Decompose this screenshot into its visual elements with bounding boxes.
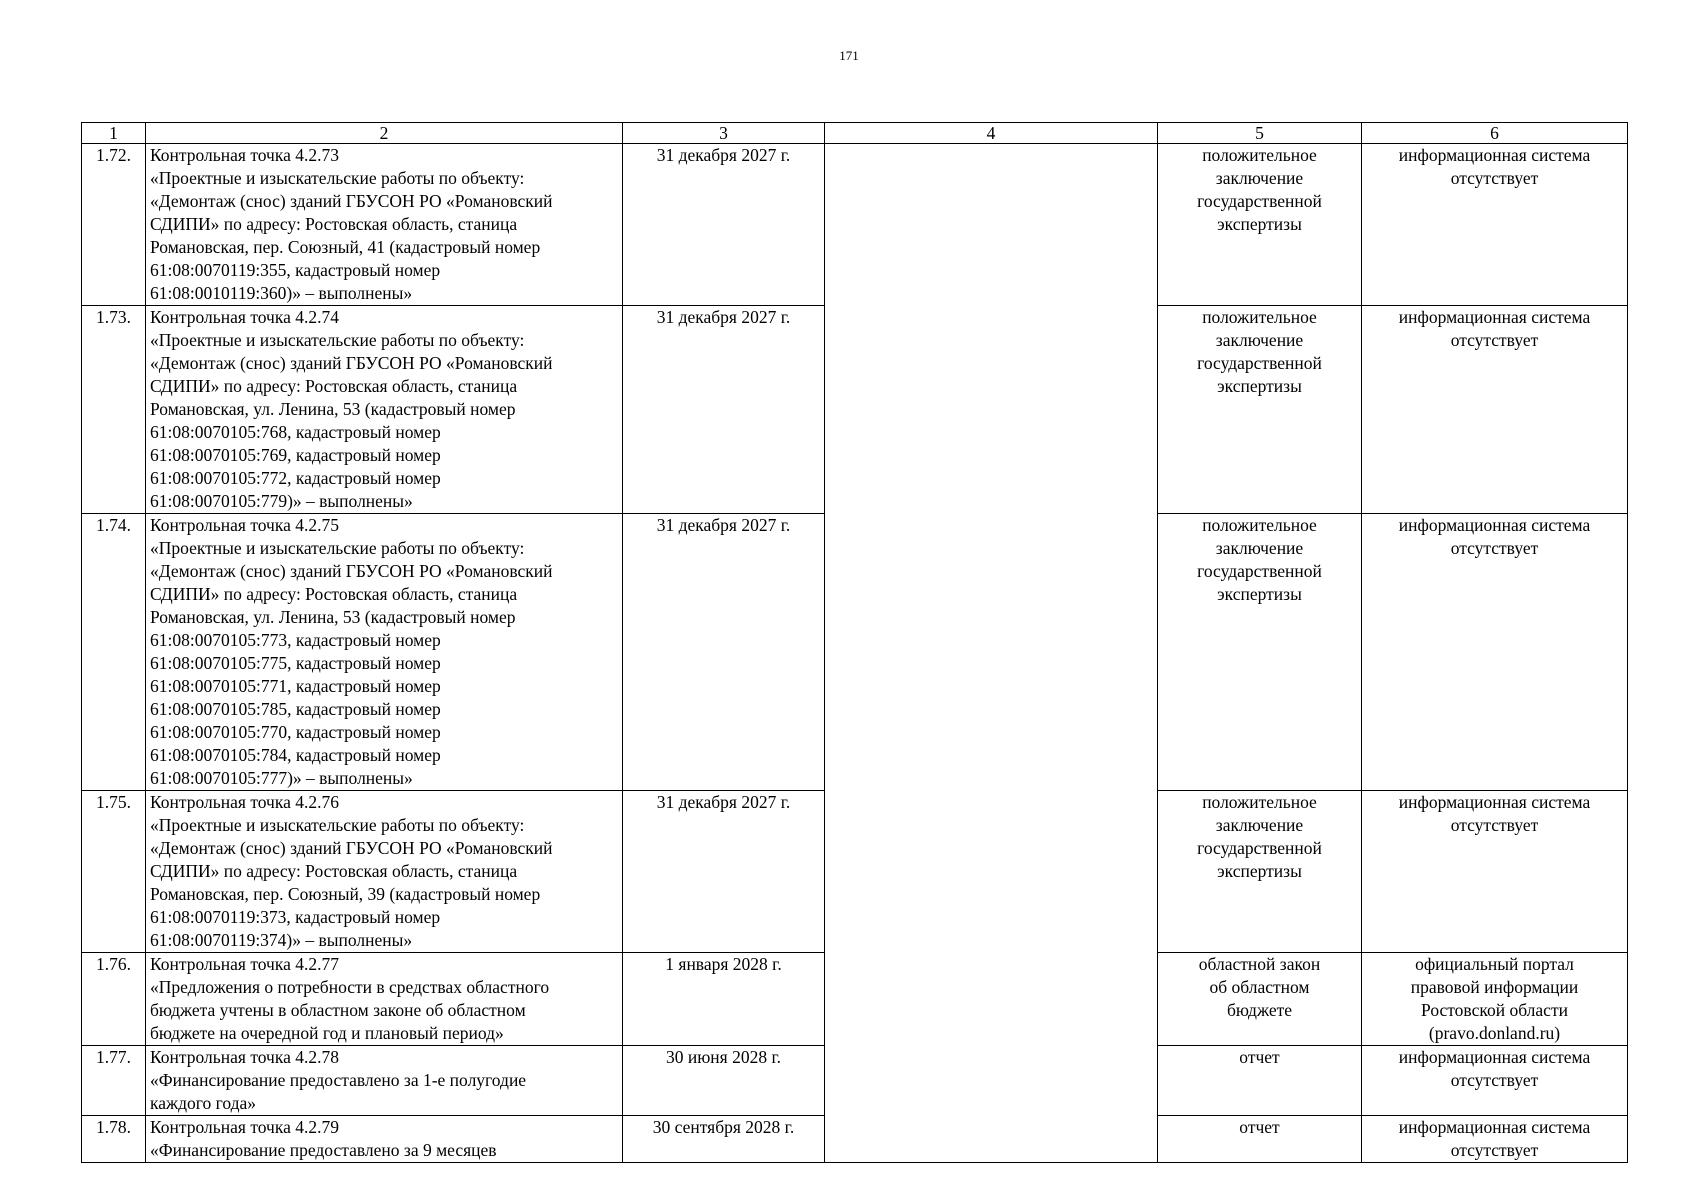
description-line: «Финансирование предоставлено за 9 месяцев (150, 1140, 497, 1160)
control-point-description (146, 144, 623, 306)
description-line: Контрольная точка 4.2.76 (150, 792, 339, 812)
description-line: «Демонтаж (снос) зданий ГБУСОН РО «Романовский (150, 561, 553, 581)
row-number: 1.74. (82, 514, 146, 791)
document-line: заключение (1215, 168, 1304, 188)
description-line: 61:08:0070105:775, кадастровый номер (150, 653, 441, 673)
document-type (1158, 953, 1362, 1046)
header-row (82, 123, 1628, 144)
description-line: Романовская, ул. Ленина, 53 (кадастровый номер (150, 607, 516, 627)
information-system (1362, 1116, 1628, 1163)
description-line: 61:08:0070119:373, кадастровый номер (150, 907, 441, 927)
system-line: (pravo.donland.ru) (1428, 1023, 1561, 1043)
document-line: экспертизы (1217, 376, 1302, 396)
control-point-description (146, 306, 623, 514)
row-number: 1.73. (82, 306, 146, 514)
system-line: отсутствует (1450, 1070, 1539, 1090)
system-line: официальный портал (1415, 954, 1574, 974)
description-line: Контрольная точка 4.2.74 (150, 307, 339, 327)
description-line: «Демонтаж (снос) зданий ГБУСОН РО «Романовский (150, 353, 553, 373)
system-line: Ростовской области (1421, 1000, 1568, 1020)
description-line: СДИПИ» по адресу: Ростовская область, станица (150, 584, 518, 604)
description-line: 61:08:0070105:770, кадастровый номер (150, 722, 441, 742)
row-number: 1.75. (82, 791, 146, 953)
description-line: Контрольная точка 4.2.77 (150, 954, 339, 974)
description-line: Контрольная точка 4.2.75 (150, 515, 339, 535)
row-number: 1.72. (82, 144, 146, 306)
description-line: Контрольная точка 4.2.78 (150, 1047, 339, 1067)
control-point-description (146, 514, 623, 791)
description-line: 61:08:0070105:777)» – выполнены» (150, 768, 413, 788)
control-point-description (146, 791, 623, 953)
description-line: Контрольная точка 4.2.79 (150, 1117, 339, 1137)
system-line: отсутствует (1450, 330, 1539, 350)
description-line: бюджета учтены в областном законе об областном (150, 1000, 526, 1020)
merged-empty-column (825, 144, 1158, 1163)
description-line: 61:08:0070105:784, кадастровый номер (150, 745, 441, 765)
system-line: отсутствует (1450, 815, 1539, 835)
document-line: экспертизы (1217, 214, 1302, 234)
description-line: 61:08:0070119:374)» – выполнены» (150, 930, 413, 950)
row-number: 1.77. (82, 1046, 146, 1116)
information-system (1362, 1046, 1628, 1116)
description-line: «Проектные и изыскательские работы по объекту: (150, 538, 525, 558)
system-line: отсутствует (1450, 1140, 1539, 1160)
document-line: государственной (1197, 838, 1322, 858)
system-line: отсутствует (1450, 168, 1539, 188)
system-line: отсутствует (1450, 538, 1539, 558)
information-system (1362, 306, 1628, 514)
description-line: «Проектные и изыскательские работы по объекту: (150, 330, 525, 350)
description-line: Контрольная точка 4.2.73 (150, 145, 339, 165)
document-line: государственной (1197, 191, 1322, 211)
document-line: экспертизы (1217, 861, 1302, 881)
deadline-date: 30 июня 2028 г. (623, 1046, 825, 1116)
description-line: Романовская, ул. Ленина, 53 (кадастровый номер (150, 399, 516, 419)
description-line: 61:08:0070105:772, кадастровый номер (150, 468, 441, 488)
description-line: каждого года» (150, 1093, 257, 1113)
control-point-description (146, 1046, 623, 1116)
col-header-4: 4 (825, 123, 1158, 144)
description-line: 61:08:0070105:768, кадастровый номер (150, 422, 441, 442)
document-type (1158, 1116, 1362, 1163)
row-number: 1.78. (82, 1116, 146, 1163)
document-type (1158, 1046, 1362, 1116)
document-line: отчет (1239, 1047, 1280, 1067)
description-line: Романовская, пер. Союзный, 39 (кадастровый номер (150, 884, 541, 904)
col-header-2: 2 (146, 123, 623, 144)
deadline-date: 30 сентября 2028 г. (623, 1116, 825, 1163)
table-row (82, 144, 1628, 306)
col-header-5: 5 (1158, 123, 1362, 144)
deadline-date: 31 декабря 2027 г. (623, 144, 825, 306)
description-line: «Демонтаж (снос) зданий ГБУСОН РО «Романовский (150, 838, 553, 858)
information-system (1362, 791, 1628, 953)
description-line: 61:08:0070105:785, кадастровый номер (150, 699, 441, 719)
deadline-date: 31 декабря 2027 г. (623, 514, 825, 791)
description-line: 61:08:0070119:355, кадастровый номер (150, 260, 441, 280)
description-line: 61:08:0070105:779)» – выполнены» (150, 491, 413, 511)
deadline-date: 1 января 2028 г. (623, 953, 825, 1046)
description-line: «Демонтаж (снос) зданий ГБУСОН РО «Романовский (150, 191, 553, 211)
document-line: государственной (1197, 353, 1322, 373)
deadline-date: 31 декабря 2027 г. (623, 791, 825, 953)
document-line: об областном (1209, 977, 1310, 997)
system-line: информационная система (1398, 515, 1591, 535)
document-line: положительное (1202, 792, 1317, 812)
description-line: «Проектные и изыскательские работы по объекту: (150, 168, 525, 188)
information-system (1362, 953, 1628, 1046)
description-line: СДИПИ» по адресу: Ростовская область, станица (150, 214, 518, 234)
description-line: СДИПИ» по адресу: Ростовская область, станица (150, 376, 518, 396)
description-line: СДИПИ» по адресу: Ростовская область, станица (150, 861, 518, 881)
col-header-1: 1 (82, 123, 146, 144)
col-header-3: 3 (623, 123, 825, 144)
description-line: 61:08:0070105:771, кадастровый номер (150, 676, 441, 696)
system-line: информационная система (1398, 1117, 1591, 1137)
information-system (1362, 144, 1628, 306)
document-line: заключение (1215, 815, 1304, 835)
page-number: 171 (839, 48, 859, 63)
document-type (1158, 144, 1362, 306)
document-line: заключение (1215, 538, 1304, 558)
control-points-table (81, 122, 1628, 1163)
description-line: «Финансирование предоставлено за 1-е полугодие (150, 1070, 527, 1090)
row-number: 1.76. (82, 953, 146, 1046)
document-line: государственной (1197, 561, 1322, 581)
document-line: областной закон (1198, 954, 1321, 974)
control-point-description (146, 953, 623, 1046)
col-header-6: 6 (1362, 123, 1628, 144)
system-line: информационная система (1398, 145, 1591, 165)
description-line: бюджете на очередной год и плановый период» (150, 1023, 504, 1043)
document-type (1158, 791, 1362, 953)
document-line: положительное (1202, 145, 1317, 165)
document-line: положительное (1202, 515, 1317, 535)
document-line: экспертизы (1217, 584, 1302, 604)
document-line: бюджете (1226, 1000, 1293, 1020)
description-line: 61:08:0070105:773, кадастровый номер (150, 630, 441, 650)
system-line: информационная система (1398, 792, 1591, 812)
system-line: правовой информации (1410, 977, 1579, 997)
document-line: отчет (1239, 1117, 1280, 1137)
information-system (1362, 514, 1628, 791)
document-type (1158, 514, 1362, 791)
system-line: информационная система (1398, 307, 1591, 327)
deadline-date: 31 декабря 2027 г. (623, 306, 825, 514)
document-line: заключение (1215, 330, 1304, 350)
control-point-description (146, 1116, 623, 1163)
document-type (1158, 306, 1362, 514)
description-line: «Проектные и изыскательские работы по объекту: (150, 815, 525, 835)
description-line: «Предложения о потребности в средствах областного (150, 977, 550, 997)
description-line: 61:08:0010119:360)» – выполнены» (150, 283, 413, 303)
description-line: 61:08:0070105:769, кадастровый номер (150, 445, 441, 465)
system-line: информационная система (1398, 1047, 1591, 1067)
document-line: положительное (1202, 307, 1317, 327)
description-line: Романовская, пер. Союзный, 41 (кадастровый номер (150, 237, 541, 257)
